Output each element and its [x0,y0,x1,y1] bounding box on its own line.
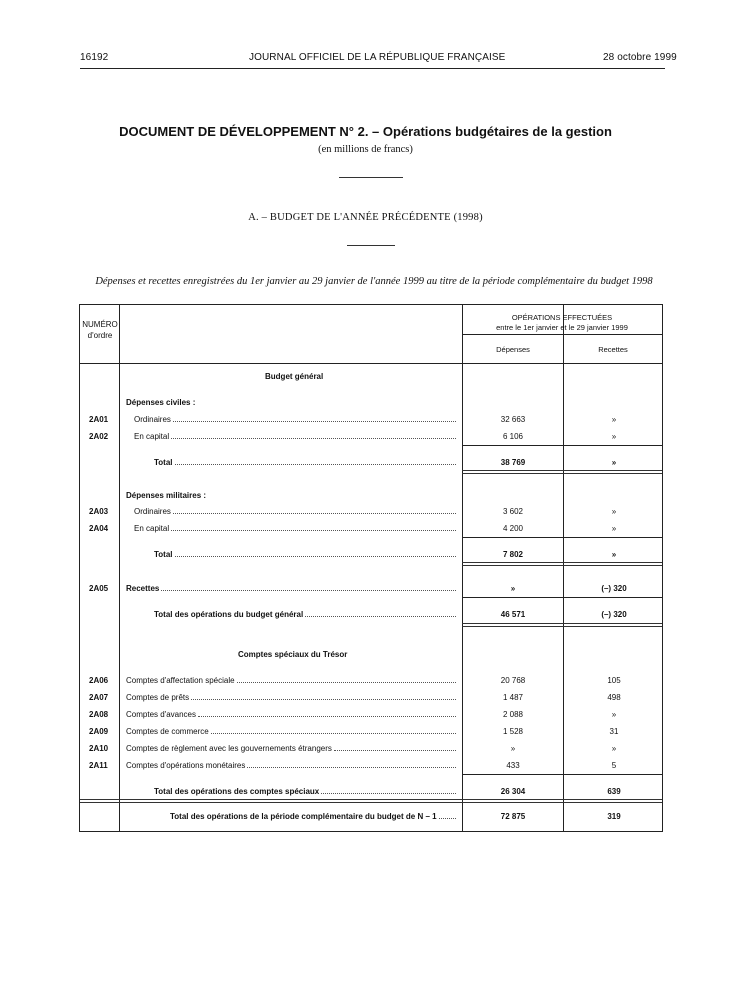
row-recettes: 5 [611,761,617,770]
header-operations: OPÉRATIONS EFFECTUÉES [511,313,613,322]
section-divider [347,245,395,246]
row-depenses: 3 602 [502,507,524,516]
document-title: DOCUMENT DE DÉVELOPPEMENT N° 2. – Opérations budgétaires de la gestion [119,124,612,139]
row-label: Ordinaires [134,415,456,424]
row-label: Comptes d'opérations monétaires [126,761,456,770]
row-number: 2A03 [89,507,109,516]
row-recettes: » [611,710,617,719]
row-recettes: » [611,507,617,516]
total-recettes: (–) 320 [601,610,627,619]
journal-title: JOURNAL OFFICIEL DE LA RÉPUBLIQUE FRANÇAISE [249,52,506,63]
grand-total-recettes: 319 [607,812,621,821]
row-number: 2A04 [89,524,109,533]
row-label: Comptes de commerce [126,727,456,736]
total-recettes: » [611,458,617,467]
header-split-line [462,334,662,335]
row-recettes: 498 [607,693,621,702]
issue-date: 28 octobre 1999 [603,52,677,63]
header-operations-period: entre le 1er janvier et le 29 janvier 1999 [496,323,628,332]
total-depenses: 38 769 [500,458,526,467]
row-recettes: 31 [609,727,619,736]
row-label: Comptes de prêts [126,693,456,702]
subtotal-line [462,537,662,538]
total-double-line [462,623,662,627]
subgroup-depenses-militaires: Dépenses militaires : [126,491,207,500]
row-depenses: 1 528 [502,727,524,736]
budget-table [79,304,663,832]
row-depenses: 6 106 [502,432,524,441]
subtotal-line [462,774,662,775]
group-comptes-speciaux: Comptes spéciaux du Trésor [238,650,348,659]
row-depenses: 4 200 [502,524,524,533]
total-recettes: » [611,550,617,559]
row-label: En capital [134,524,456,533]
subgroup-depenses-civiles: Dépenses civiles : [126,398,196,407]
row-depenses: » [510,584,516,593]
row-depenses: 1 487 [502,693,524,702]
row-depenses: 433 [506,761,520,770]
row-label: En capital [134,432,456,441]
total-depenses: 46 571 [500,610,526,619]
grand-total-label: Total des opérations de la période complémentaire du budget de N – 1 [170,812,456,821]
header-bottom-line [80,363,662,364]
row-depenses: 2 088 [502,710,524,719]
grand-total-depenses: 72 875 [500,812,526,821]
row-label: Comptes d'affectation spéciale [126,676,456,685]
total-depenses: 7 802 [502,550,524,559]
page-number: 16192 [80,52,109,63]
header-recettes: Recettes [598,345,628,354]
row-depenses: 20 768 [500,676,526,685]
title-divider [339,177,403,178]
header-depenses: Dépenses [496,345,530,354]
row-number: 2A09 [89,727,109,736]
row-number: 2A02 [89,432,109,441]
row-number: 2A10 [89,744,109,753]
total-label: Total [154,458,456,467]
row-depenses: » [510,744,516,753]
column-divider-numero [119,305,120,831]
row-label: Comptes d'avances [126,710,456,719]
group-budget-general: Budget général [265,372,324,381]
document-subtitle: (en millions de francs) [318,144,413,155]
row-recettes: » [611,524,617,533]
total-recettes: 639 [607,787,621,796]
section-heading: A. – BUDGET DE L'ANNÉE PRÉCÉDENTE (1998) [248,212,483,223]
table-caption: Dépenses et recettes enregistrées du 1er janvier au 29 janvier de l'année 1999 au titre de la période complémentaire du budget 1998 [95,276,653,287]
subtotal-line [462,597,662,598]
row-number: 2A05 [89,584,109,593]
total-double-line [462,562,662,566]
row-recettes: 105 [607,676,621,685]
row-recettes: » [611,432,617,441]
total-label: Total [154,550,456,559]
header-rule [80,68,665,69]
grand-total-double-line [80,799,662,803]
header-numero: NUMÉRO d'ordre [82,320,118,340]
total-label: Total des opérations du budget général [154,610,456,619]
row-recettes: (–) 320 [601,584,627,593]
row-number: 2A07 [89,693,109,702]
total-double-line [462,470,662,474]
row-number: 2A08 [89,710,109,719]
row-number: 2A06 [89,676,109,685]
row-label: Ordinaires [134,507,456,516]
subtotal-line [462,445,662,446]
row-number: 2A01 [89,415,109,424]
row-label: Recettes [126,584,456,593]
total-depenses: 26 304 [500,787,526,796]
row-recettes: » [611,415,617,424]
row-number: 2A11 [89,761,108,770]
row-label: Comptes de règlement avec les gouvernements étrangers [126,744,456,753]
row-recettes: » [611,744,617,753]
row-depenses: 32 663 [500,415,526,424]
total-label: Total des opérations des comptes spéciaux [154,787,456,796]
